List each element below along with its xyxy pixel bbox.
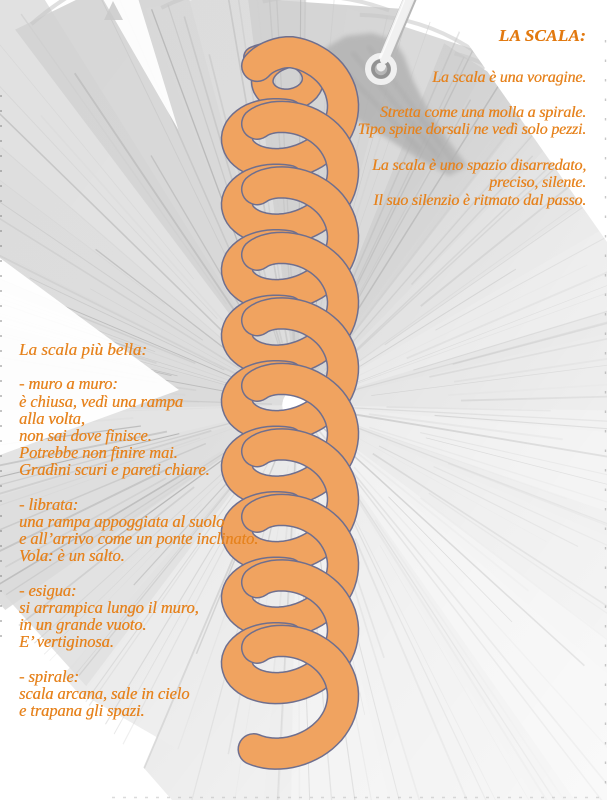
- poem-line: Vola: è un salto.: [19, 546, 125, 566]
- poem-line: - librata:: [19, 494, 79, 514]
- poem-line: non sai dove finisce.: [19, 426, 152, 445]
- poem-line: La scala è uno spazio disarredato,: [372, 156, 586, 174]
- poem-line: alla volta,: [19, 408, 85, 428]
- poem-title-right: LA SCALA:: [498, 26, 586, 45]
- poem-line: preciso, silente.: [489, 174, 586, 192]
- stanza: [358, 69, 586, 87]
- poem-line: è chiusa, vedì una rampa: [19, 391, 183, 411]
- poem-line: Stretta come una molla a spirale.: [379, 103, 586, 121]
- poem-line: Gradìni scuri e pareti chiare.: [19, 460, 210, 480]
- poem-line: Il suo silenzio è ritmato dal passo.: [373, 191, 586, 209]
- stanza: [19, 582, 258, 651]
- poem-line: Potrebbe non finire mai.: [19, 443, 178, 463]
- poem-line: in un grande vuoto.: [19, 615, 147, 635]
- stanza: [19, 375, 258, 478]
- poem-line: scala arcana, sale in cielo: [19, 684, 190, 703]
- poem-line: si arrampica lungo il muro,: [19, 598, 199, 617]
- poem-line: La scala è una voragine.: [432, 68, 586, 86]
- poem-line: e trapana gli spazi.: [19, 701, 145, 721]
- stanza: [19, 668, 258, 720]
- poem-line: - spirale:: [19, 666, 79, 686]
- poem-line: - esigua:: [19, 580, 77, 600]
- poem-la-scala-piu-bella: [19, 341, 258, 737]
- poem-la-scala: [358, 27, 586, 227]
- poem-line: e all’arrivo come un ponte inclinato.: [19, 529, 259, 549]
- stanza: [19, 496, 258, 565]
- poem-line: una rampa appoggiata al suolo: [19, 512, 225, 531]
- stanza: [358, 104, 586, 139]
- poem-line: Tipo spine dorsali ne vedì solo pezzi.: [357, 121, 586, 139]
- stanza: [358, 157, 586, 210]
- poem-line: E’ vertiginosa.: [19, 632, 114, 652]
- poem-line: - muro a muro:: [19, 374, 118, 394]
- poem-title-left: La scala più bella:: [19, 340, 147, 359]
